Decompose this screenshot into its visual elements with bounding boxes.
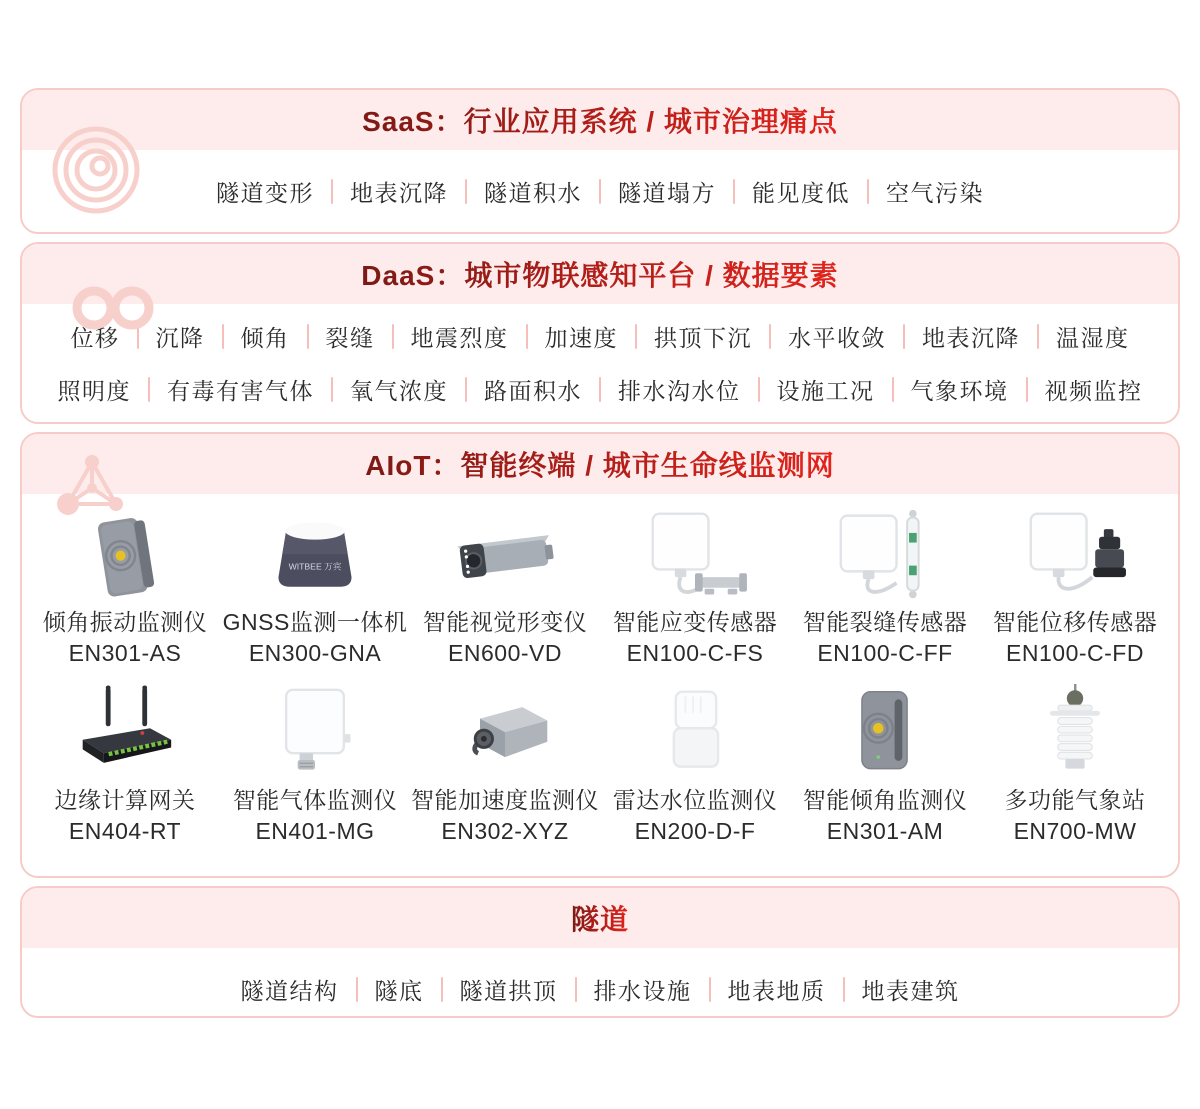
tag-separator (867, 179, 869, 204)
product-name: 倾角振动监测仪 (42, 609, 208, 635)
tag: 路面积水 (484, 378, 582, 404)
product-image (55, 502, 195, 606)
tag-separator (441, 977, 443, 1002)
tag-separator (843, 977, 845, 1002)
product-model: EN301-AM (826, 818, 944, 844)
tag-separator (307, 324, 309, 349)
tag: 水平收敛 (788, 325, 886, 351)
device-image-weather-station (1005, 684, 1145, 784)
product-card (790, 680, 980, 846)
tag: 隧道拱顶 (459, 977, 558, 1004)
tag: 有毒有害气体 (167, 378, 314, 404)
product-model: EN100-C-FD (1006, 640, 1144, 666)
product-card (410, 502, 600, 668)
product-image (55, 680, 195, 784)
product-card (30, 502, 220, 668)
device-image-tilt-vibration-monitor (55, 506, 195, 606)
tag: 地表地质 (727, 977, 826, 1004)
product-name: 边缘计算网关 (54, 787, 196, 813)
daas-header (22, 244, 1178, 304)
tag: 拱顶下沉 (654, 325, 752, 351)
device-image-accelerometer (435, 684, 575, 784)
tag: 隧道积水 (484, 179, 582, 206)
device-image-crack-sensor (815, 506, 955, 606)
tag: 照明度 (57, 378, 131, 404)
product-card (980, 502, 1170, 668)
product-image (815, 502, 955, 606)
tag: 沉降 (155, 325, 205, 351)
tag-separator (148, 377, 150, 402)
tag-separator (892, 377, 894, 402)
tag: 氧气浓度 (350, 378, 448, 404)
tag-separator (137, 324, 139, 349)
product-model: EN302-XYZ (441, 818, 569, 844)
tag: 隧道变形 (216, 179, 314, 206)
tag-separator (769, 324, 771, 349)
product-model: EN600-VD (448, 640, 562, 666)
product-card (600, 680, 790, 846)
tag-separator (465, 377, 467, 402)
tag: 温湿度 (1056, 325, 1130, 351)
tag: 空气污染 (886, 179, 984, 206)
aiot-products (22, 494, 1178, 858)
tag: 设施工况 (776, 378, 875, 404)
tag: 裂缝 (325, 325, 375, 351)
product-card (600, 502, 790, 668)
tag-separator (709, 977, 711, 1002)
product-card (410, 680, 600, 846)
product-name: 智能位移传感器 (992, 609, 1158, 635)
product-name: 多功能气象站 (1004, 787, 1146, 813)
section-tunnel (20, 886, 1180, 1018)
device-image-gnss-monitor (245, 506, 385, 606)
product-name: 智能应变传感器 (612, 609, 778, 635)
tag-separator (903, 324, 905, 349)
device-image-displacement-sensor (1005, 506, 1145, 606)
saas-title: SaaS：行业应用系统 / 城市治理痛点 (362, 100, 838, 140)
daas-title: DaaS：城市物联感知平台 / 数据要素 (361, 254, 838, 294)
tag-separator (575, 977, 577, 1002)
product-model: EN100-C-FF (817, 640, 953, 666)
product-card (220, 680, 410, 846)
device-image-tilt-monitor (815, 684, 955, 784)
tag-separator (356, 977, 358, 1002)
product-name: 智能倾角监测仪 (802, 787, 968, 813)
tag: 倾角 (240, 325, 290, 351)
tag: 气象环境 (910, 378, 1009, 404)
device-image-vision-camera (435, 506, 575, 606)
product-image (245, 680, 385, 784)
daas-tags (22, 304, 1178, 422)
tag: 视频监控 (1044, 378, 1143, 404)
product-model: EN200-D-F (634, 818, 756, 844)
product-model: EN100-C-FS (626, 640, 764, 666)
tag-separator (758, 377, 760, 402)
product-image (435, 680, 575, 784)
device-image-radar-water-level (625, 684, 765, 784)
svg-text:WITBEE 万宾: WITBEE 万宾 (288, 561, 342, 572)
tunnel-tags (22, 948, 1178, 1018)
product-card (220, 502, 410, 668)
section-aiot (20, 432, 1180, 878)
tag-separator (222, 324, 224, 349)
tag: 地表沉降 (350, 179, 448, 206)
product-image (1005, 502, 1145, 606)
tag: 排水设施 (593, 977, 692, 1004)
tunnel-title: 隧道 (571, 898, 629, 938)
product-card (790, 502, 980, 668)
product-name: 智能视觉形变仪 (422, 609, 588, 635)
tag-separator (526, 324, 528, 349)
tag-separator (1037, 324, 1039, 349)
tag-separator (599, 377, 601, 402)
tag-separator (331, 377, 333, 402)
product-model: EN301-AS (68, 640, 182, 666)
tag-separator (733, 179, 735, 204)
tag: 隧道塌方 (618, 179, 716, 206)
tag: 隧道结构 (240, 977, 339, 1004)
tag-separator (599, 179, 601, 204)
product-image (435, 502, 575, 606)
product-image (1005, 680, 1145, 784)
saas-header (22, 90, 1178, 150)
product-name: 智能加速度监测仪 (411, 787, 599, 813)
product-image (625, 502, 765, 606)
product-card (30, 680, 220, 846)
tag: 地震烈度 (410, 325, 509, 351)
tag: 隧底 (374, 977, 424, 1004)
product-model: EN404-RT (68, 818, 182, 844)
aiot-header (22, 434, 1178, 494)
device-image-gas-monitor (245, 684, 385, 784)
tag-separator (331, 179, 333, 204)
device-image-edge-gateway (55, 684, 195, 784)
product-name: GNSS监测一体机 (222, 609, 408, 635)
tag: 地表沉降 (922, 325, 1020, 351)
page (20, 0, 1180, 1018)
tag: 能见度低 (752, 179, 850, 206)
tag-separator (635, 324, 637, 349)
product-image (625, 680, 765, 784)
product-image (815, 680, 955, 784)
tag: 排水沟水位 (618, 378, 741, 404)
section-saas (20, 88, 1180, 234)
tag-separator (465, 179, 467, 204)
device-image-strain-sensor (625, 506, 765, 606)
section-daas (20, 242, 1180, 424)
product-name: 智能气体监测仪 (232, 787, 398, 813)
product-model: EN300-GNA (248, 640, 382, 666)
product-model: EN401-MG (255, 818, 375, 844)
aiot-title: AIoT：智能终端 / 城市生命线监测网 (365, 444, 835, 484)
tag: 加速度 (544, 325, 618, 351)
product-image (245, 502, 385, 606)
tag-separator (1026, 377, 1028, 402)
product-card (980, 680, 1170, 846)
product-name: 智能裂缝传感器 (802, 609, 968, 635)
product-model: EN700-MW (1013, 818, 1137, 844)
tag: 位移 (70, 325, 120, 351)
tag-separator (392, 324, 394, 349)
tag: 地表建筑 (861, 977, 960, 1004)
product-name: 雷达水位监测仪 (612, 787, 778, 813)
saas-tags (22, 150, 1178, 232)
tunnel-header (22, 888, 1178, 948)
